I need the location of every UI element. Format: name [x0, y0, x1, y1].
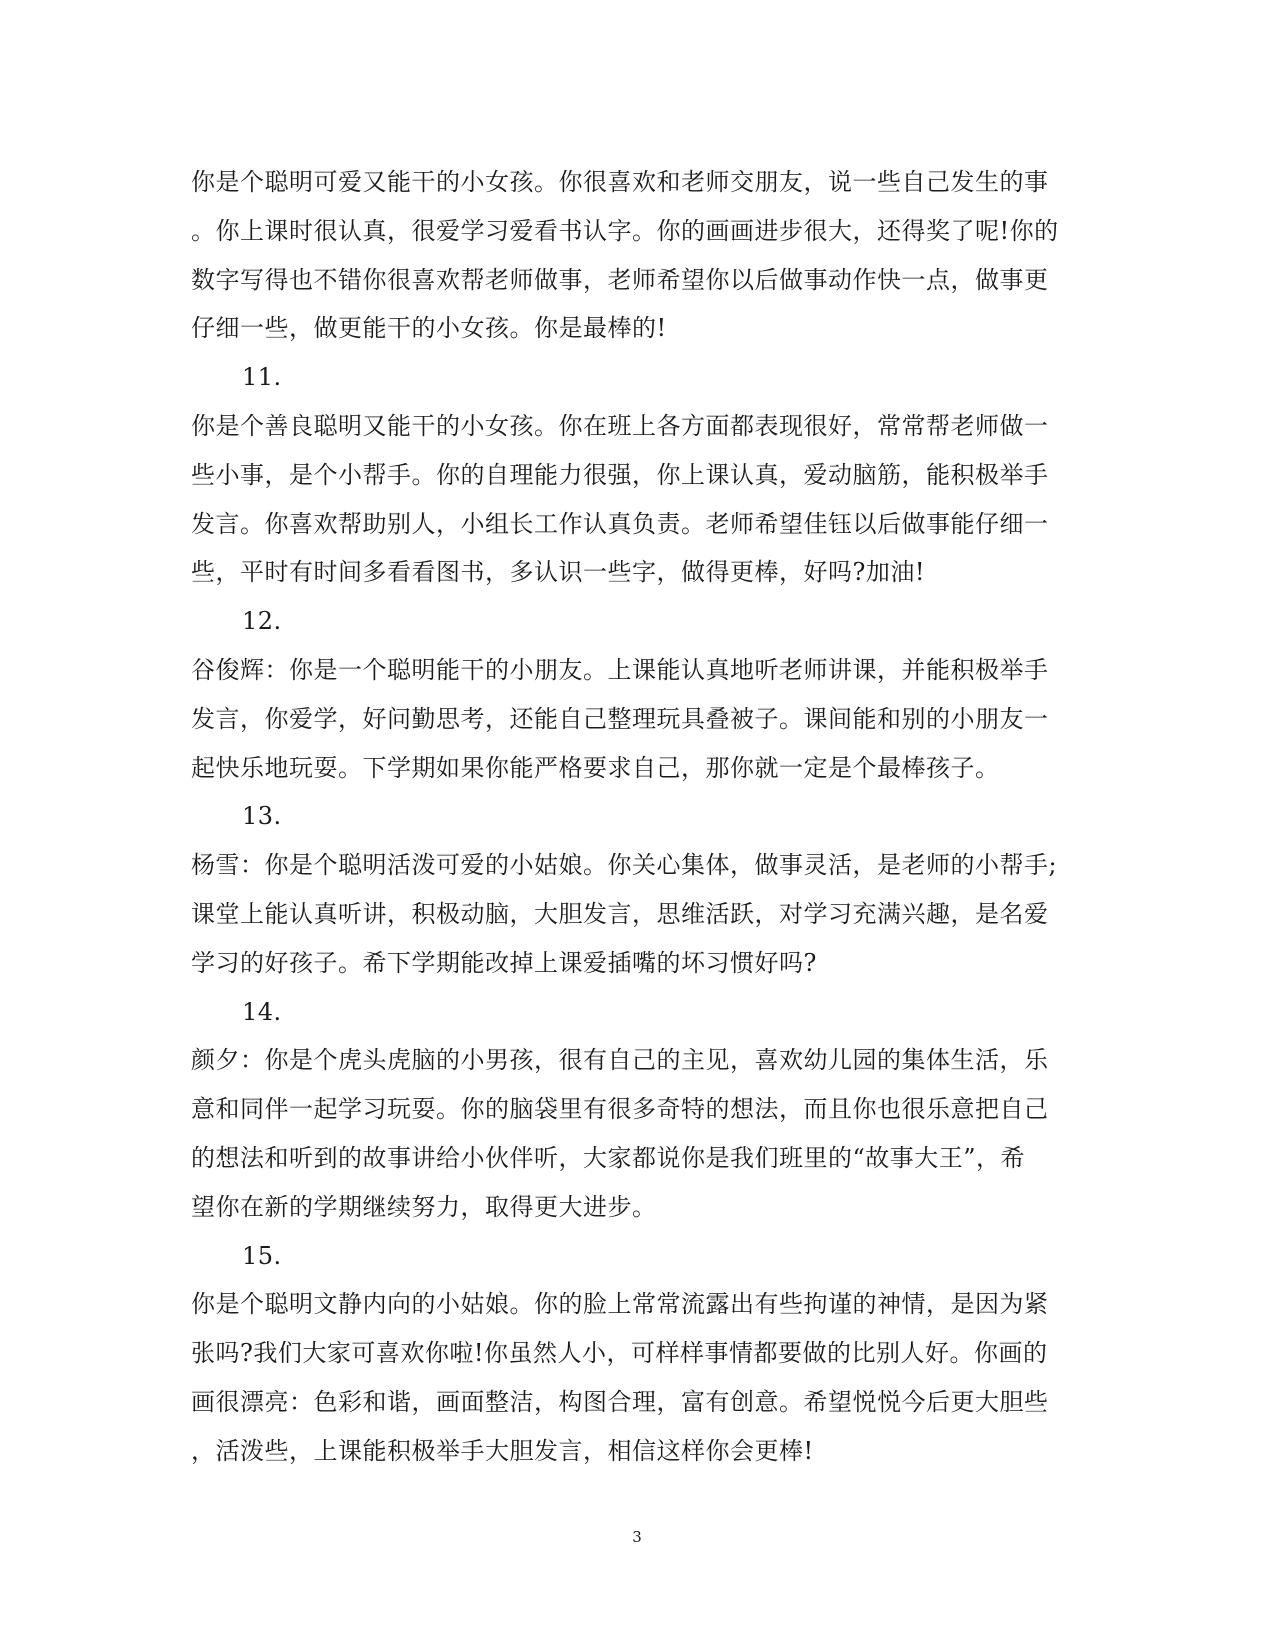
item-number: 11.	[242, 363, 282, 392]
text-line: 张吗?我们大家可喜欢你啦!你虽然人小，可样样事情都要做的比别人好。你画的	[191, 1339, 1048, 1368]
page-number: 3	[632, 1528, 642, 1546]
text-line: 数字写得也不错你很喜欢帮老师做事，老师希望你以后做事动作快一点，做事更	[191, 265, 1049, 294]
text-line: 的想法和听到的故事讲给小伙伴听，大家都说你是我们班里的“故事大王”，希	[191, 1143, 1026, 1172]
text-line: ，活泼些，上课能积极举手大胆发言，相信这样你会更棒!	[191, 1436, 814, 1465]
text-line: 谷俊辉：你是一个聪明能干的小朋友。上课能认真地听老师讲课，并能积极举手	[191, 655, 1049, 684]
text-line: 颜夕：你是个虎头虎脑的小男孩，很有自己的主见，喜欢幼儿园的集体生活，乐	[191, 1046, 1049, 1075]
text-line: 些，平时有时间多看看图书，多认识一些字，做得更棒，好吗?加油!	[191, 558, 926, 587]
text-line: 发言。你喜欢帮助别人，小组长工作认真负责。老师希望佳钰以后做事能仔细一	[191, 509, 1049, 538]
item-number: 14.	[242, 997, 282, 1026]
text-line: 你是个聪明可爱又能干的小女孩。你很喜欢和老师交朋友，说一些自己发生的事	[191, 168, 1049, 196]
item-number: 13.	[242, 802, 282, 831]
text-line: 发言，你爱学，好问勤思考，还能自己整理玩具叠被子。课间能和别的小朋友一	[191, 704, 1049, 733]
text-line: 意和同伴一起学习玩耍。你的脑袋里有很多奇特的想法，而且你也很乐意把自己	[191, 1095, 1049, 1124]
text-line: 学习的好孩子。希下学期能改掉上课爱插嘴的坏习惯好吗?	[191, 948, 817, 977]
text-line: 课堂上能认真听讲，积极动脑，大胆发言，思维活跃，对学习充满兴趣，是名爱	[191, 899, 1049, 928]
item-number: 12.	[242, 607, 282, 636]
document-body	[191, 158, 1081, 1476]
text-line: 你是个聪明文静内向的小姑娘。你的脸上常常流露出有些拘谨的神情，是因为紧	[191, 1290, 1049, 1319]
text-line: 。你上课时很认真，很爱学习爱看书认字。你的画画进步很大，还得奖了呢!你的	[191, 216, 1059, 245]
text-line: 望你在新的学期继续努力，取得更大进步。	[191, 1192, 657, 1221]
text-line: 杨雪：你是个聪明活泼可爱的小姑娘。你关心集体，做事灵活，是老师的小帮手;	[191, 851, 1058, 880]
text-line: 你是个善良聪明又能干的小女孩。你在班上各方面都表现很好，常常帮老师做一	[191, 411, 1049, 440]
text-line: 起快乐地玩耍。下学期如果你能严格要求自己，那你就一定是个最棒孩子。	[191, 753, 1000, 782]
text-line: 画很漂亮：色彩和谐，画面整洁，构图合理，富有创意。希望悦悦今后更大胆些	[191, 1387, 1049, 1416]
item-number: 15.	[242, 1241, 282, 1270]
text-line: 仔细一些，做更能干的小女孩。你是最棒的!	[191, 314, 667, 343]
text-line: 些小事，是个小帮手。你的自理能力很强，你上课认真，爱动脑筋，能积极举手	[191, 460, 1049, 489]
